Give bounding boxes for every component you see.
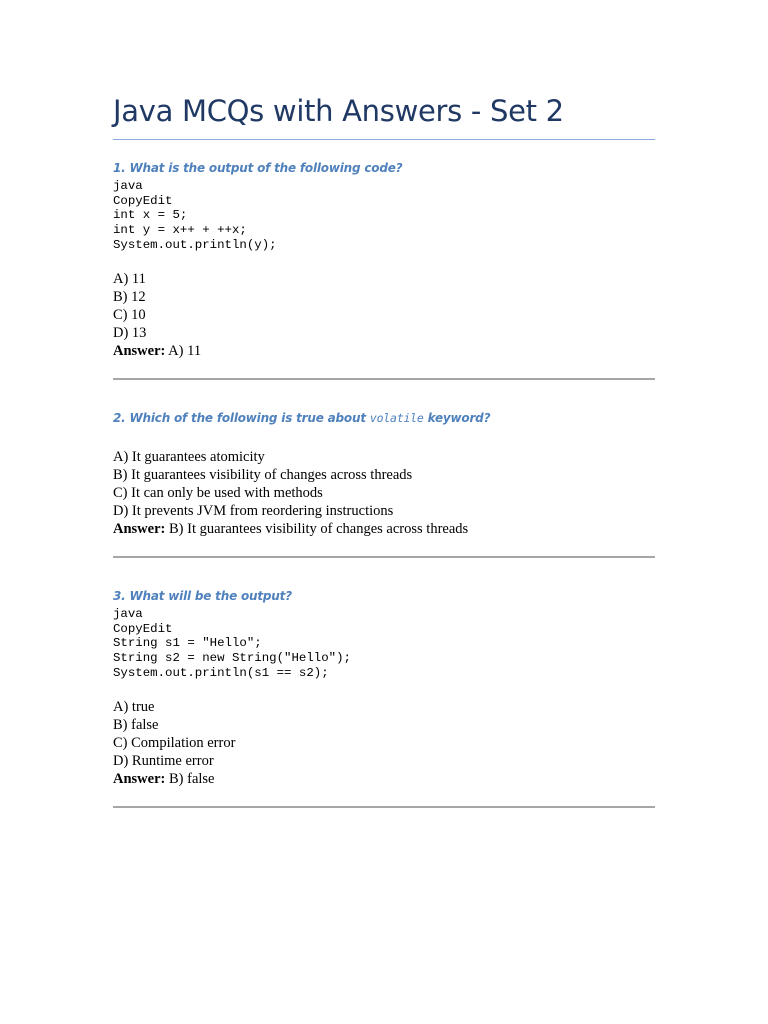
answer-line (113, 343, 201, 361)
question-3-options (113, 699, 235, 789)
section-divider (113, 556, 655, 558)
code-line: String s1 = "Hello"; (113, 636, 262, 651)
option-a: A) true (113, 699, 155, 715)
question-3-heading: 3. What will be the output? (113, 589, 292, 603)
code-line: java (113, 607, 143, 621)
answer-line (113, 521, 468, 539)
code-line: int x = 5; (113, 208, 188, 223)
title-underline (113, 139, 655, 140)
answer-label: Answer: (113, 520, 166, 537)
code-line: CopyEdit (113, 621, 173, 636)
section-divider (113, 806, 655, 808)
answer-value: B) false (165, 770, 215, 787)
option-c: C) Compilation error (113, 734, 236, 751)
answer-value: A) 11 (165, 342, 202, 359)
code-line: int y = x++ + ++x; (113, 223, 247, 238)
question-2-text-start: 2. Which of the following is true about (113, 411, 370, 425)
question-3-code (113, 607, 351, 681)
option-d: D) It prevents JVM from reordering instructions (113, 502, 394, 519)
option-b: B) It guarantees visibility of changes across threads (113, 466, 413, 483)
option-b: B) 12 (113, 288, 146, 305)
code-line: java (113, 179, 143, 193)
answer-label: Answer: (113, 342, 166, 359)
answer-label: Answer: (113, 770, 166, 787)
section-divider (113, 378, 655, 380)
question-2-inline-code: volatile (369, 411, 424, 425)
code-line: String s2 = new String("Hello"); (113, 651, 351, 666)
question-2-options (113, 449, 468, 539)
answer-line (113, 771, 235, 789)
question-1-heading: 1. What is the output of the following code? (113, 161, 403, 175)
option-a: A) 11 (113, 271, 146, 287)
option-b: B) false (113, 716, 159, 733)
answer-value: B) It guarantees visibility of changes across threads (165, 520, 469, 537)
code-line: System.out.println(y); (113, 237, 277, 252)
code-line: System.out.println(s1 == s2); (113, 665, 329, 680)
option-a: A) It guarantees atomicity (113, 449, 265, 465)
question-2-heading (113, 411, 490, 425)
option-c: C) It can only be used with methods (113, 484, 323, 501)
question-1-options (113, 271, 201, 361)
question-1-code (113, 179, 277, 253)
page-title: Java MCQs with Answers - Set 2 (113, 94, 564, 128)
option-c: C) 10 (113, 306, 146, 323)
option-d: D) Runtime error (113, 752, 214, 769)
question-2-text-end: keyword? (423, 411, 491, 425)
code-line: CopyEdit (113, 193, 173, 208)
option-d: D) 13 (113, 324, 147, 341)
